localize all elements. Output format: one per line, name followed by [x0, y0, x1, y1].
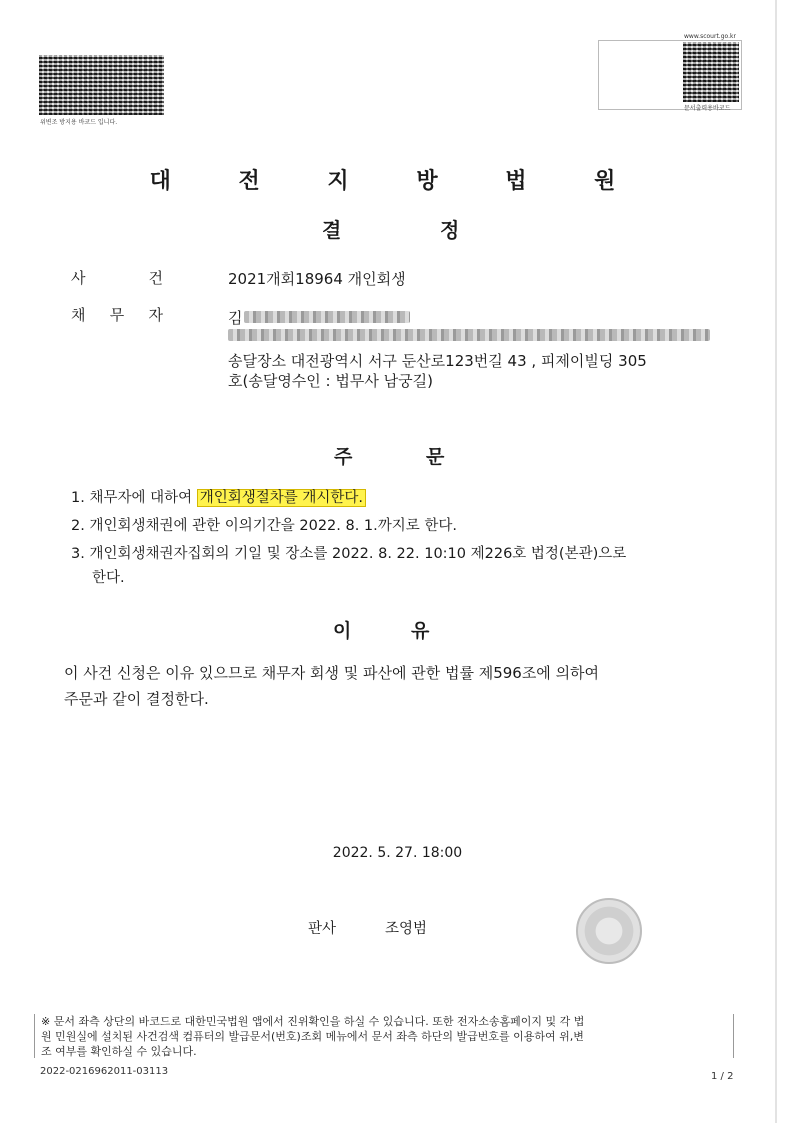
reason-line-2: 주문과 같이 결정한다.	[64, 690, 209, 708]
order-item-2: 2. 개인회생채권에 관한 이의기간을 2022. 8. 1.까지로 한다.	[71, 518, 458, 534]
decision-date: 2022. 5. 27. 18:00	[332, 845, 463, 861]
court-name: 대 전 지 방 법 원	[149, 169, 646, 194]
debtor-label: 채 무 자	[71, 306, 163, 324]
order-item-1: 1. 채무자에 대하여 개인회생절차를 개시한다.	[71, 486, 366, 507]
doc-type-char-1: 결	[322, 218, 342, 242]
delivery-address-line1: 송달장소 대전광역시 서구 둔산로123번길 43 , 피제이빌딩 305	[228, 352, 647, 370]
reason-heading-2: 유	[411, 620, 430, 642]
output-barcode-caption: 문서출력용바코드	[684, 105, 731, 112]
anti-forgery-barcode-caption: 위변조 방지용 바코드 입니다.	[40, 119, 118, 126]
order-heading-2: 문	[426, 446, 445, 468]
case-number: 2021개회18964 개인회생	[228, 270, 406, 288]
output-barcode	[683, 42, 739, 102]
highlighted-text: 개인회생절차를 개시한다.	[197, 489, 366, 507]
judge-name: 조영범	[385, 921, 428, 937]
redacted-name	[244, 311, 410, 323]
reason-line-1: 이 사건 신청은 이유 있으므로 채무자 회생 및 파산에 관한 법률 제596조에 의하여	[64, 664, 600, 682]
issue-number: 2022-0216962011-03113	[40, 1066, 169, 1077]
debtor-name: 김	[228, 309, 243, 327]
verification-notice: ※ 문서 좌측 상단의 바코드로 대한민국법원 앱에서 진위확인을 하실 수 있습니다. 또한 전자소송홈페이지 및 각 법 원 민원실에 설치된 사건검색 컴퓨터의 발급문서(번호)조회 메뉴에서 문서 좌측 하단의 발급번호를 이용하여 위,변 조 여부를 확인하실 수 있습니다.	[34, 1014, 734, 1058]
order-item-3-line2: 한다.	[92, 570, 125, 586]
court-url: www.scourt.go.kr	[684, 33, 736, 40]
judge-title: 판사	[308, 921, 337, 937]
page-number: 1 / 2	[711, 1071, 734, 1082]
redacted-address	[228, 329, 710, 341]
order-item-3-line1: 3. 개인회생채권자집회의 기일 및 장소를 2022. 8. 22. 10:10 제226호 법정(본관)으로	[71, 546, 627, 562]
anti-forgery-barcode	[39, 55, 164, 115]
order-heading-1: 주	[334, 446, 353, 468]
doc-type-char-2: 정	[440, 218, 460, 242]
reason-heading-1: 이	[333, 620, 352, 642]
delivery-address-line2: 호(송달영수인 : 법무사 남궁길)	[228, 372, 433, 390]
case-label: 사 건	[71, 269, 163, 287]
court-seal-icon	[576, 898, 642, 964]
